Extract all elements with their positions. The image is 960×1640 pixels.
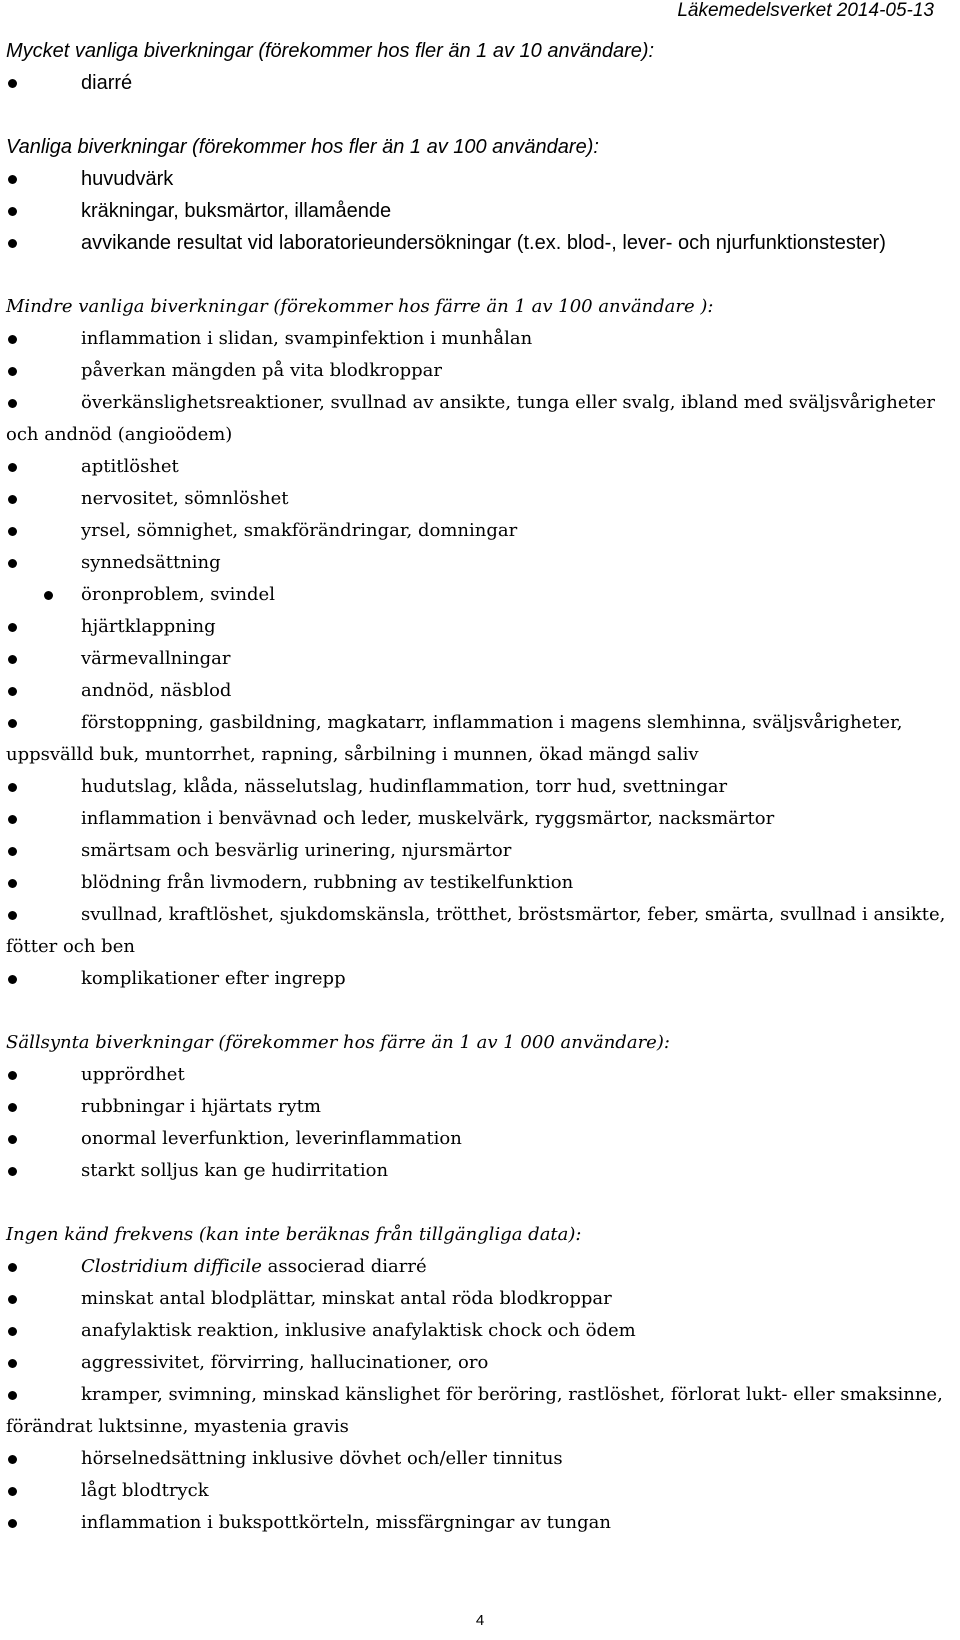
list-item: inflammation i benvävnad och leder, muskelvärk, ryggsmärtor, nacksmärtor [6,803,954,835]
page-number: 4 [475,1612,485,1629]
list-item: hjärtklappning [6,611,954,643]
list-item: minskat antal blodplättar, minskat antal röda blodkroppar [6,1283,954,1315]
list-item: upprördhet [6,1059,954,1091]
list-item: smärtsam och besvärlig urinering, njursmärtor [6,835,954,867]
section-heading: Ingen känd frekvens (kan inte beräknas från tillgängliga data): [6,1224,582,1245]
list-item: aptitlöshet [6,451,954,483]
list-item: svullnad, kraftlöshet, sjukdomskänsla, trötthet, bröstsmärtor, feber, smärta, svullnad i ansikte, fötter och ben [6,899,954,963]
section-heading: Mindre vanliga biverkningar (förekommer hos färre än 1 av 100 användare ): [6,296,714,317]
section-heading: Sällsynta biverkningar (förekommer hos färre än 1 av 1 000 användare): [6,1032,670,1053]
list-item: lågt blodtryck [6,1475,954,1507]
item-text: associerad diarré [261,1256,427,1277]
section-heading: Mycket vanliga biverkningar (förekommer hos fler än 1 av 10 användare): [6,40,655,62]
list-item: rubbningar i hjärtats rytm [6,1091,954,1123]
organism-name: Clostridium difficile [81,1256,262,1277]
list-item: inflammation i bukspottkörteln, missfärgningar av tungan [6,1507,954,1539]
list-item: förstoppning, gasbildning, magkatarr, inflammation i magens slemhinna, sväljsvårigheter, uppsvälld buk, muntorrhet, rapning, sårbilning i munnen, ökad mängd saliv [6,707,954,771]
list-item: aggressivitet, förvirring, hallucinationer, oro [6,1347,954,1379]
list-item: värmevallningar [6,643,954,675]
list-item: huvudvärk [6,163,954,195]
list-item: överkänslighetsreaktioner, svullnad av ansikte, tunga eller svalg, ibland med sväljsvårigheter och andnöd (angioödem) [6,387,954,451]
section-heading: Vanliga biverkningar (förekommer hos fler än 1 av 100 användare): [6,136,599,158]
list-item: anafylaktisk reaktion, inklusive anafylaktisk chock och ödem [6,1315,954,1347]
document-content [6,35,954,1539]
list-item: påverkan mängden på vita blodkroppar [6,355,954,387]
document-header: Läkemedelsverket 2014-05-13 [677,0,934,21]
list-item: yrsel, sömnighet, smakförändringar, domningar [6,515,954,547]
list-item [6,1251,954,1283]
list-item: blödning från livmodern, rubbning av testikelfunktion [6,867,954,899]
list-item: hudutslag, klåda, nässelutslag, hudinflammation, torr hud, svettningar [6,771,954,803]
list-item: kräkningar, buksmärtor, illamående [6,195,954,227]
list-item: andnöd, näsblod [6,675,954,707]
list-item: kramper, svimning, minskad känslighet för beröring, rastlöshet, förlorat lukt- eller smaksinne, förändrat luktsinne, myastenia gravis [6,1379,954,1443]
list-item: öronproblem, svindel [6,579,954,611]
list-item: avvikande resultat vid laboratorieundersökningar (t.ex. blod-, lever- och njurfunktionstester) [6,227,954,259]
list-item: hörselnedsättning inklusive dövhet och/eller tinnitus [6,1443,954,1475]
list-item: nervositet, sömnlöshet [6,483,954,515]
list-item: starkt solljus kan ge hudirritation [6,1155,954,1187]
list-item: komplikationer efter ingrepp [6,963,954,995]
list-item: diarré [6,67,954,99]
list-item: synnedsättning [6,547,954,579]
list-item: inflammation i slidan, svampinfektion i munhålan [6,323,954,355]
list-item: onormal leverfunktion, leverinflammation [6,1123,954,1155]
